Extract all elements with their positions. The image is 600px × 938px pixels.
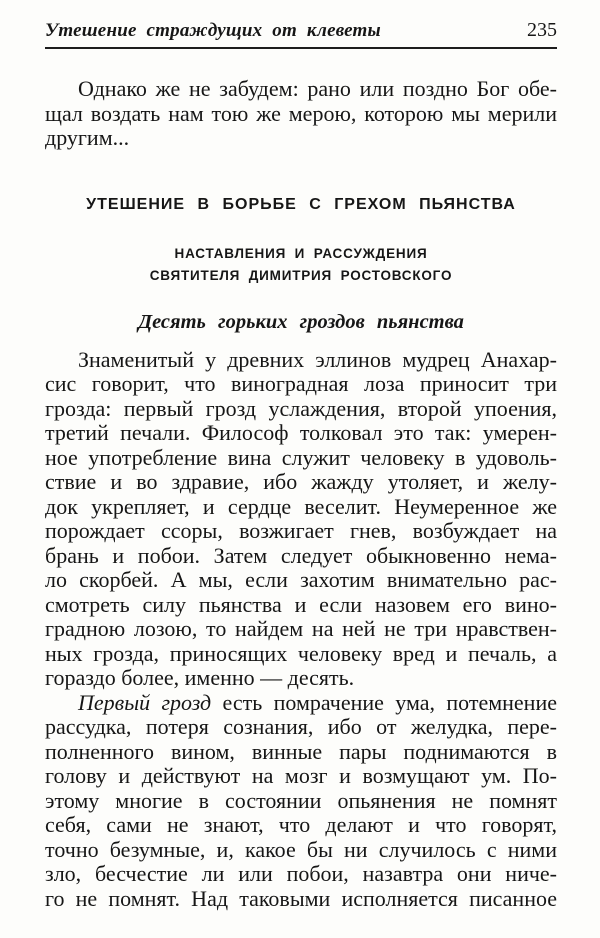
text-line: этому многие в состоянии опьянения не помнят <box>45 787 557 813</box>
text-line: го не помнят. Над таковыми исполняется писанное <box>45 885 557 911</box>
text-line: Однако же не забудем: рано или поздно Бог обе- <box>78 76 557 101</box>
section-subheading-line: НАСТАВЛЕНИЯ И РАССУЖДЕНИЯ <box>174 245 428 261</box>
text-line: Знаменитый у древних эллинов мудрец Анахар- <box>78 346 557 372</box>
text-line: полненного вином, винные пары поднимаются в <box>45 738 557 764</box>
text-line: другим... <box>45 125 130 150</box>
text-line: грозда: первый грозд услаждения, второй упоения, <box>45 395 557 421</box>
text-line: ных грозда, приносящих человеку вред и печаль, а <box>45 640 557 666</box>
text-line: себя, сами не знают, что делают и что говорят, <box>45 812 557 837</box>
intro-paragraph <box>45 77 557 151</box>
section-heading: УТЕШЕНИЕ В БОРЬБЕ С ГРЕХОМ ПЬЯНСТВА <box>86 195 516 213</box>
paragraph-lead-italic: Первый грозд <box>78 689 212 715</box>
text-line: гораздо более, именно — десять. <box>45 665 355 690</box>
text-line: порождает ссоры, возжигает гнев, возбуждает на <box>45 518 557 543</box>
paragraph-lead-rest: есть помрачение ума, потемнение <box>211 689 557 715</box>
section-subheading-line: СВЯТИТЕЛЯ ДИМИТРИЯ РОСТОВСКОГО <box>149 268 453 283</box>
text-line: ствие и во здравие, ибо жажду утоляет, и желу- <box>45 469 557 494</box>
text-line: голову и действуют на мозг и возмущают ум. По- <box>45 763 557 788</box>
text-line: точно безумные, и, какое бы ни случилось с ними <box>45 836 557 862</box>
text-line: брань и побои. Затем следует обыкновенно нема- <box>45 542 557 568</box>
text-line: смотреть силу пьянства и если назовем его вино- <box>45 591 557 617</box>
text-line: ное употребление вина служит человеку в удоволь- <box>45 444 557 470</box>
text-line: зло, бесчестие ли или побои, назавтра они ниче- <box>45 861 557 886</box>
page-number: 235 <box>527 19 557 41</box>
text-line: рассудка, потеря сознания, ибо от желудка, пере- <box>45 714 557 739</box>
running-header <box>45 0 557 49</box>
text-line: третий печали. Философ толковал это так: умерен- <box>45 420 557 445</box>
section-subheading <box>45 243 557 288</box>
text-line: щал воздать нам тою же мерою, которою мы мерили <box>45 100 557 126</box>
text-line: сис говорит, что виноградная лоза приносит три <box>45 371 557 396</box>
running-header-title: Утешение страждущих от клеветы <box>45 20 381 41</box>
text-line: док укрепляет, и сердце веселит. Неумеренное же <box>45 493 557 519</box>
chapter-title: Десять горьких гроздов пьянства <box>138 310 464 333</box>
text-line: градною лозою, то найдем на ней не три нравствен- <box>45 616 557 641</box>
body-paragraph-first-grape <box>45 691 557 912</box>
body-paragraph-anacharsis <box>45 348 557 691</box>
text-line <box>45 691 557 716</box>
text-line: ло скорбей. А мы, если захотим внимательно рас- <box>45 567 557 592</box>
